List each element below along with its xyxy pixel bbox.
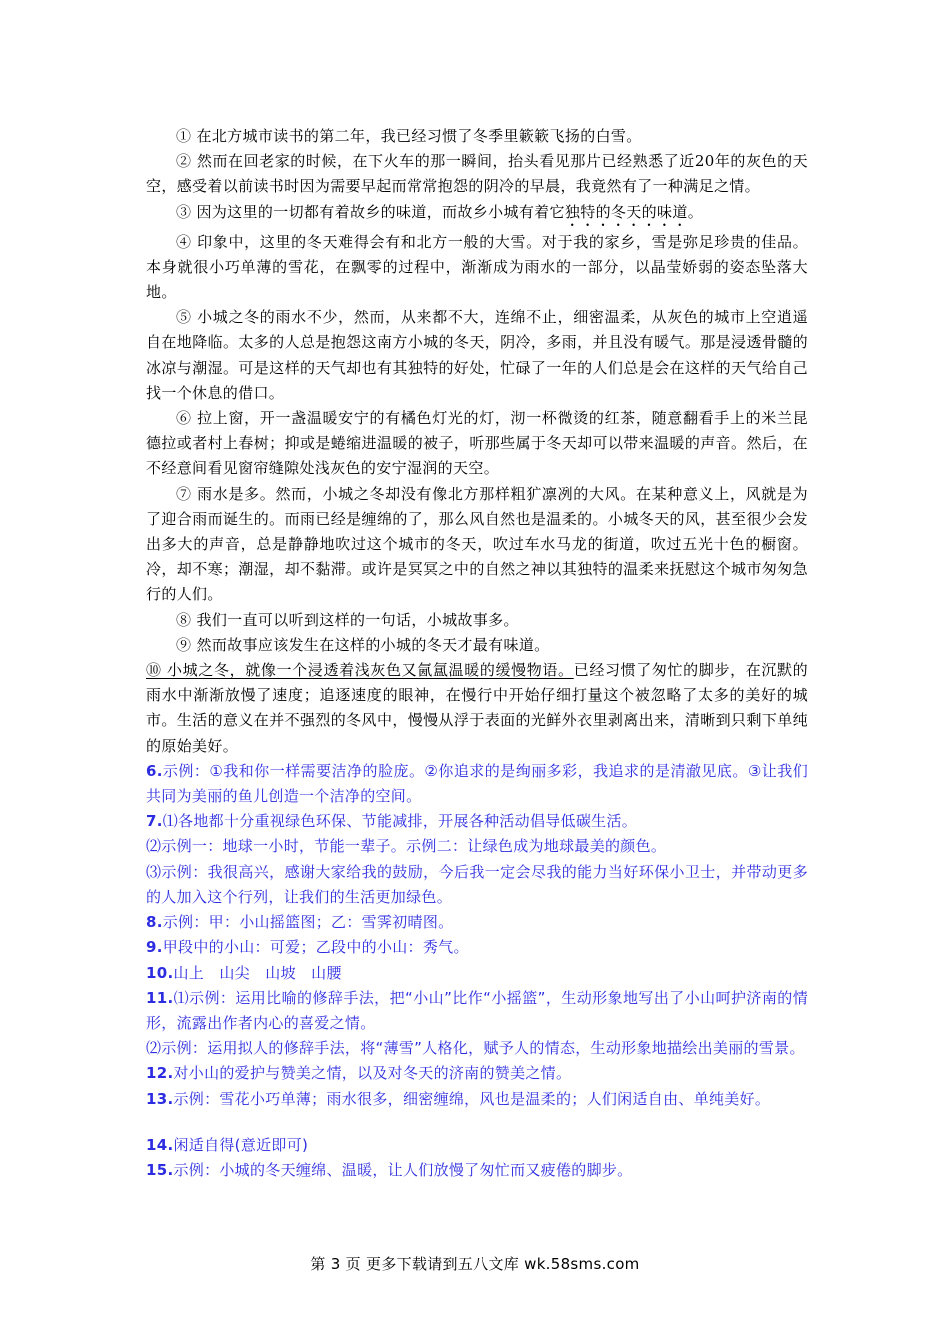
answer-9: [146, 935, 808, 960]
passage-paragraph-10: [146, 658, 808, 759]
answer-11-part-1: [146, 986, 808, 1036]
answer-number: 6.: [146, 761, 163, 780]
answer-number: 10.: [146, 963, 174, 982]
passage-paragraph-6: ⑥ 拉上窗，开一盏温暖安宁的有橘色灯光的灯，沏一杯微烫的红茶，随意翻看手上的米兰昆德拉或者村上春树；抑或是蜷缩进温暖的被子，听那些属于冬天却可以带来温暖的声音。然后，在不经意间看见窗帘缝隙处浅灰色的安宁湿润的天空。: [146, 409, 808, 478]
answer-text: 示例：雪花小巧单薄；雨水很多，细密缠绵，风也是温柔的；人们闲适自由、单纯美好。: [173, 1089, 771, 1108]
underlined-sentence: ⑩ 小城之冬，就像一个浸透着浅灰色又氤氲温暖的缓慢物语。: [146, 661, 574, 680]
answer-10: [146, 961, 808, 986]
passage-paragraph-8: ⑧ 我们一直可以听到这样的一句话，小城故事多。: [176, 610, 519, 629]
answer-number: 14.: [146, 1135, 174, 1154]
answer-text: ⑴示例：运用比喻的修辞手法，把“小山”比作“小摇篮”，生动形象地写出了小山呵护济南的情形，流露出作者内心的喜爱之情。: [146, 988, 808, 1032]
passage-paragraph-3: [146, 200, 808, 230]
answer-15: [146, 1158, 808, 1183]
answer-number: 13.: [146, 1089, 174, 1108]
page-footer: 第 3 页 更多下载请到五八文库 wk.58sms.com: [310, 1255, 640, 1273]
passage-paragraph-3-text: ③ 因为这里的一切都有着故乡的味道，而故乡小城有着它: [176, 202, 565, 221]
answer-7-part-3: ⑶示例：我很高兴，感谢大家给我的鼓励，今后我一定会尽我的能力当好环保小卫士，并带动更多的人加入这个行列，让我们的生活更加绿色。: [146, 862, 808, 906]
passage-paragraph-4: ④ 印象中，这里的冬天难得会有和北方一般的大雪。对于我的家乡，雪是弥足珍贵的佳品。本身就很小巧单薄的雪花，在飘零的过程中，渐渐成为雨水的一部分，以晶莹娇弱的姿态坠落大地。: [146, 232, 808, 302]
answer-text: 对小山的爱护与赞美之情，以及对冬天的济南的赞美之情。: [173, 1064, 572, 1083]
answer-text: 甲段中的小山：可爱；乙段中的小山：秀气。: [162, 938, 469, 957]
answer-text: 示例：①我和你一样需要洁净的脸庞。②你追求的是绚丽多彩，我追求的是清澈见底。③让我们共同为美丽的鱼儿创造一个洁净的空间。: [146, 761, 808, 806]
passage-paragraph-2: ② 然而在回老家的时候，在下火车的那一瞬间，抬头看见那片已经熟悉了近20年的灰色的天空，感受着以前读书时因为需要早起而常常抱怨的阴冷的早晨，我竟然有了一种满足之情。: [146, 152, 808, 196]
answer-text: 闲适自得(意近即可): [173, 1135, 309, 1154]
passage-paragraph-7: ⑦ 雨水是多。然而，小城之冬却没有像北方那样粗犷凛冽的大风。在某种意义上，风就是为了迎合雨而诞生的。而雨已经是缠绵的了，那么风自然也是温柔的。小城冬天的风，甚至很少会发出多大的声音，总是静静地吹过这个城市的冬天，吹过车水马龙的街道，吹过五光十色的橱窗。冷，却不寒；潮湿，却不黏滞。或许是冥冥之中的自然之神以其独特的温柔来抚慰这个城市匆匆急行的人们。: [146, 484, 808, 604]
answer-13: [146, 1087, 808, 1112]
spacer: [146, 1112, 808, 1133]
answer-12: [146, 1061, 808, 1086]
answer-number: 15.: [146, 1160, 174, 1179]
answer-8: [146, 910, 808, 935]
answer-number: 11.: [146, 988, 174, 1007]
answer-number: 9.: [146, 938, 163, 957]
passage-paragraph-10-text: 已经习惯了匆忙的脚步，在沉默的雨水中渐渐放慢了速度；追逐速度的眼神，在慢行中开始仔细打量这个被忽略了太多的美好的城市。生活的意义在并不强烈的冬风中，慢慢从浮于表面的光鲜外衣里剥离出来，清晰到只剩下单纯的原始美好。: [146, 661, 808, 755]
answer-text: 示例：甲：小山摇篮图；乙：雪霁初晴图。: [162, 913, 454, 932]
passage-paragraph-1: ① 在北方城市读书的第二年，我已经习惯了冬季里簌簌飞扬的白雪。: [176, 127, 642, 145]
answer-number: 12.: [146, 1064, 174, 1083]
passage-paragraph-5: ⑤ 小城之冬的雨水不少，然而，从来都不大，连绵不止，细密温柔，从灰色的城市上空逍遥自在地降临。太多的人总是抱怨这南方小城的冬天，阴冷，多雨，并且没有暖气。那是浸透骨髓的冰凉与潮湿。可是这样的天气却也有其独特的好处，忙碌了一年的人们总是会在这样的天气给自己找一个休息的借口。: [146, 308, 808, 402]
answer-key: [146, 759, 808, 1183]
document-body: [146, 124, 808, 1183]
passage-paragraph-3-end: 。: [687, 202, 704, 221]
dotted-phrase: 独特的冬天的味道: [564, 202, 688, 221]
answer-number: 8.: [146, 913, 163, 932]
answer-7-part-1: [146, 809, 808, 834]
answer-text: ⑴各地都十分重视绿色环保、节能减排，开展各种活动倡导低碳生活。: [162, 812, 638, 831]
answer-14: [146, 1133, 808, 1158]
answer-7-part-2: ⑵示例一：地球一小时，节能一辈子。示例二：让绿色成为地球最美的颜色。: [146, 837, 667, 856]
answer-number: 7.: [146, 812, 163, 831]
passage-paragraph-9: ⑨ 然而故事应该发生在这样的小城的冬天才最有味道。: [176, 635, 550, 654]
answer-text: 示例：小城的冬天缠绵、温暖，让人们放慢了匆忙而又疲倦的脚步。: [173, 1160, 633, 1179]
reading-passage: [146, 124, 808, 759]
answer-text: 山上 山尖 山坡 山腰: [173, 963, 342, 982]
answer-11-part-2: ⑵示例：运用拟人的修辞手法，将“薄雪”人格化，赋予人的情态，生动形象地描绘出美丽的雪景。: [146, 1039, 805, 1058]
answer-6: [146, 759, 808, 809]
